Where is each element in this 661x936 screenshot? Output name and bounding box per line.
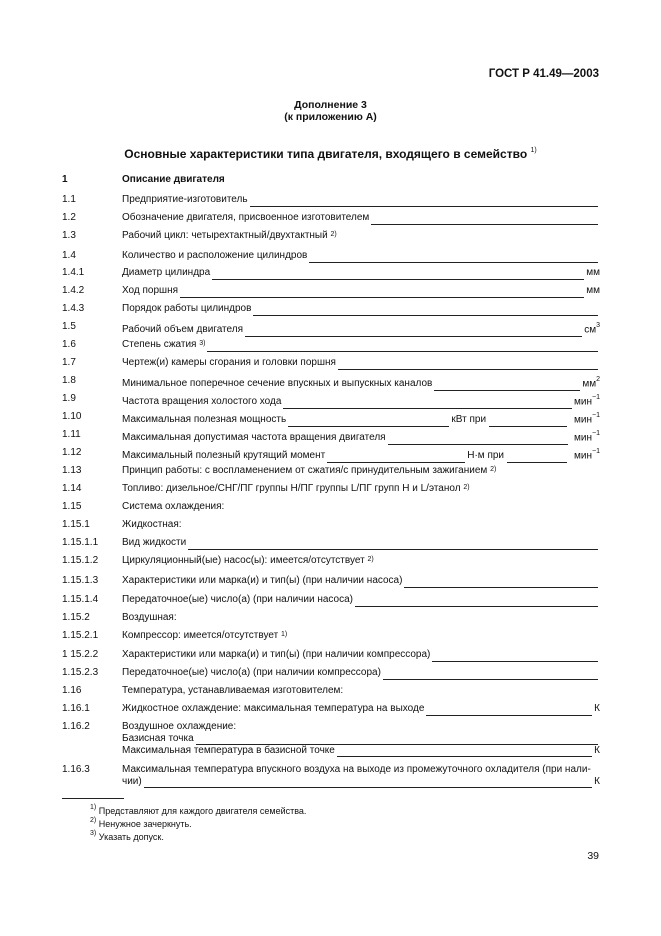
item-number: 1.4.1 (62, 267, 85, 278)
fill-line[interactable] (196, 734, 598, 745)
item-label: Передаточное(ые) число(а) (при наличии насоса) (122, 594, 353, 605)
item-1-15-2-1 (62, 629, 600, 643)
unit-exponent: 2 (596, 376, 600, 383)
item-1-11 (62, 428, 600, 442)
unit-label (574, 428, 600, 445)
item-label: Передаточное(ые) число(а) (при наличии компрессора) (122, 667, 381, 678)
unit-label (574, 410, 600, 427)
item-1-12 (62, 446, 600, 460)
unit-text: мин (574, 414, 593, 426)
item-label: Характеристики или марка(и) и тип(ы) (при наличии насоса) (122, 575, 403, 586)
item-1-9 (62, 392, 600, 406)
unit-text: мин (574, 432, 593, 444)
item-label: Минимальное поперечное сечение впускных и выпускных каналов (122, 378, 433, 390)
unit-label (574, 446, 600, 463)
item-number: 1.15.2.1 (62, 630, 99, 641)
footnote-mark: 2) (90, 817, 97, 824)
item-label: Циркуляционный(ые) насос(ы): имеется/отсутствует (122, 555, 365, 566)
item-number: 1.4.3 (62, 303, 85, 314)
unit-label: К (594, 703, 600, 714)
item-label: Максимальный полезный крутящий момент (122, 450, 326, 462)
page-number: 39 (587, 850, 599, 862)
footnote-ref: 2) (463, 484, 470, 491)
item-number: 1.16.2 (62, 721, 90, 732)
item-1-15-1-3 (62, 574, 600, 588)
item-label: Обозначение двигателя, присвоенное изготовителем (122, 212, 370, 223)
item-number: 1.12 (62, 447, 82, 458)
item-label: Рабочий объем двигателя (122, 324, 244, 336)
item-label: Жидкостное охлаждение: максимальная температура на выходе (122, 703, 425, 714)
item-number: 1.6 (62, 339, 76, 350)
item-1-1 (62, 193, 600, 207)
item-1-6 (62, 338, 600, 352)
item-sublabel: чии) (122, 776, 142, 787)
item-label: Частота вращения холостого хода (122, 396, 282, 408)
footnote-ref: 2) (490, 466, 497, 473)
item-number: 1.15 (62, 501, 82, 512)
footnote-divider (62, 798, 124, 799)
item-1-15-2-2 (62, 648, 600, 662)
item-1-4 (62, 249, 600, 263)
item-number: 1.9 (62, 393, 76, 404)
item-number: 1 (62, 174, 68, 185)
item-number: 1.4.2 (62, 285, 85, 296)
item-label: Температура, устанавливаемая изготовителем: (122, 685, 344, 696)
footnote-text: Ненужное зачеркнуть. (98, 819, 192, 829)
item-1-15 (62, 500, 600, 514)
item-label: Порядок работы цилиндров (122, 303, 252, 314)
unit-label: мм (586, 267, 600, 278)
fill-line[interactable] (250, 196, 598, 207)
fill-line[interactable] (489, 416, 567, 427)
item-number: 1.15.1 (62, 519, 90, 530)
fill-line[interactable] (245, 326, 582, 337)
fill-line[interactable] (253, 305, 598, 316)
fill-line[interactable] (288, 416, 449, 427)
item-1-16 (62, 684, 600, 698)
item-number: 1.13 (62, 465, 82, 476)
item-label: Система охлаждения: (122, 501, 225, 512)
fill-line[interactable] (355, 596, 598, 607)
item-1-5 (62, 320, 600, 334)
item-1-8 (62, 374, 600, 388)
item-label: Топливо: дизельное/СНГ/ПГ группы Н/ПГ группы L/ПГ групп Н и L/этанол (122, 483, 461, 494)
item-number: 1.11 (62, 429, 81, 440)
fill-line[interactable] (180, 287, 584, 298)
item-number: 1.15.1.2 (62, 555, 99, 566)
item-label: Характеристики или марка(и) и тип(ы) (при наличии компрессора) (122, 649, 431, 660)
item-number: 1.7 (62, 357, 76, 368)
fill-line[interactable] (188, 539, 598, 550)
item-1-16-1 (62, 702, 600, 716)
fill-line[interactable] (426, 705, 592, 716)
item-label: Максимальная допустимая частота вращения двигателя (122, 432, 386, 444)
footnote-ref: 2) (330, 231, 337, 238)
item-number: 1.1 (62, 194, 76, 205)
item-number: 1.10 (62, 411, 82, 422)
item-1-15-2 (62, 611, 600, 625)
footnote-ref: 2) (367, 556, 374, 563)
item-label: Максимальная температура впускного воздуха на выходе из промежуточного охладителя (при нали- (122, 764, 591, 775)
fill-line[interactable] (212, 269, 584, 280)
fill-line[interactable] (507, 452, 567, 463)
item-1-3 (62, 229, 600, 243)
fill-line[interactable] (144, 777, 592, 788)
footnote-2 (90, 816, 192, 830)
fill-line[interactable] (283, 398, 572, 409)
item-number: 1.5 (62, 321, 76, 332)
unit-label: мм (586, 285, 600, 296)
footnote-text: Представляют для каждого двигателя семейства. (98, 806, 307, 816)
item-1-10 (62, 410, 600, 424)
item-label: Принцип работы: с воспламенением от сжатия/с принудительным зажиганием (122, 465, 488, 476)
footnote-mark: 3) (90, 830, 97, 837)
footnote-ref: 1) (280, 631, 288, 638)
unit-exponent: 3 (596, 322, 600, 329)
item-label: Ход поршня (122, 285, 179, 296)
fill-line[interactable] (327, 452, 465, 463)
item-label: Жидкостная: (122, 519, 182, 530)
item-label: Компрессор: имеется/отсутствует (122, 630, 279, 641)
item-number: 1.15.2 (62, 612, 90, 623)
item-label: Воздушное охлаждение: (122, 721, 237, 732)
unit-exponent: −1 (592, 412, 600, 419)
item-label: Воздушная: (122, 612, 177, 623)
item-1-7 (62, 356, 600, 370)
item-1-4-2 (62, 284, 600, 298)
document-header: ГОСТ Р 41.49—2003 (488, 68, 599, 80)
unit-text: см (584, 324, 597, 336)
footnote-ref: 1) (530, 147, 537, 154)
footnote-ref: 3) (199, 340, 206, 347)
unit-label: К (594, 776, 600, 787)
item-label: Рабочий цикл: четырехтактный/двухтактный (122, 230, 328, 241)
item-label: Вид жидкости (122, 537, 187, 548)
item-1-14 (62, 482, 600, 496)
item-1-15-1-2 (62, 554, 600, 568)
item-label: Предприятие-изготовитель (122, 194, 248, 205)
unit-label (574, 392, 600, 409)
unit-label: К (594, 745, 600, 756)
fill-line[interactable] (338, 359, 598, 370)
page-title (0, 147, 661, 161)
item-number: 1.4 (62, 250, 76, 261)
fill-line[interactable] (309, 252, 598, 263)
item-sublabel: Базисная точка (122, 733, 194, 744)
item-number: 1.15.1.1 (62, 537, 99, 548)
item-number: 1.8 (62, 375, 76, 386)
item-number: 1.3 (62, 230, 76, 241)
unit-label (582, 374, 600, 391)
item-1-2 (62, 211, 600, 225)
unit-exponent: −1 (592, 430, 600, 437)
fill-line[interactable] (434, 380, 580, 391)
item-number: 1.15.2.3 (62, 667, 99, 678)
item-number: 1.2 (62, 212, 76, 223)
item-1-4-1 (62, 266, 600, 280)
item-number: 1.16.3 (62, 764, 90, 775)
footnote-1 (90, 803, 306, 817)
fill-line[interactable] (207, 341, 598, 352)
item-label: Количество и расположение цилиндров (122, 250, 308, 261)
footnote-mark: 1) (90, 804, 97, 811)
item-1-15-2-3 (62, 666, 600, 680)
unit-exponent: −1 (592, 394, 600, 401)
item-label: Максимальная полезная мощность (122, 414, 287, 426)
fill-line[interactable] (388, 434, 568, 445)
annex-reference: (к приложению А) (284, 111, 377, 123)
fill-line[interactable] (404, 577, 598, 588)
item-number: 1 15.2.2 (62, 649, 99, 660)
unit-label: кВт при (451, 414, 487, 426)
fill-line[interactable] (337, 746, 592, 757)
item-1-4-3 (62, 302, 600, 316)
item-1-15-1-4 (62, 593, 600, 607)
item-label: Чертеж(и) камеры сгорания и головки поршня (122, 357, 336, 368)
footnote-text: Указать допуск. (98, 832, 164, 842)
item-1-15-1-1 (62, 536, 600, 550)
unit-exponent: −1 (592, 448, 600, 455)
unit-text: мин (574, 450, 593, 462)
item-label: Степень сжатия (122, 339, 197, 350)
unit-text: мин (574, 396, 593, 408)
item-number: 1.16.1 (62, 703, 90, 714)
section-engine-description (62, 173, 600, 187)
item-label: Диаметр цилиндра (122, 267, 211, 278)
item-sublabel: Максимальная температура в базисной точке (122, 745, 335, 756)
footnote-3 (90, 829, 164, 843)
item-1-15-1 (62, 518, 600, 532)
item-label: Описание двигателя (122, 174, 225, 185)
item-number: 1.15.1.3 (62, 575, 99, 586)
fill-line[interactable] (432, 651, 598, 662)
unit-label: Н·м при (467, 450, 505, 462)
item-number: 1.14 (62, 483, 82, 494)
item-number: 1.16 (62, 685, 82, 696)
fill-line[interactable] (371, 214, 598, 225)
unit-label (584, 320, 600, 337)
annex-title: Дополнение 3 (294, 99, 367, 111)
item-1-13 (62, 464, 600, 478)
page-title-text: Основные характеристики типа двигателя, входящего в семейство (124, 147, 528, 161)
unit-text: мм (582, 378, 597, 390)
fill-line[interactable] (383, 669, 598, 680)
item-number: 1.15.1.4 (62, 594, 99, 605)
